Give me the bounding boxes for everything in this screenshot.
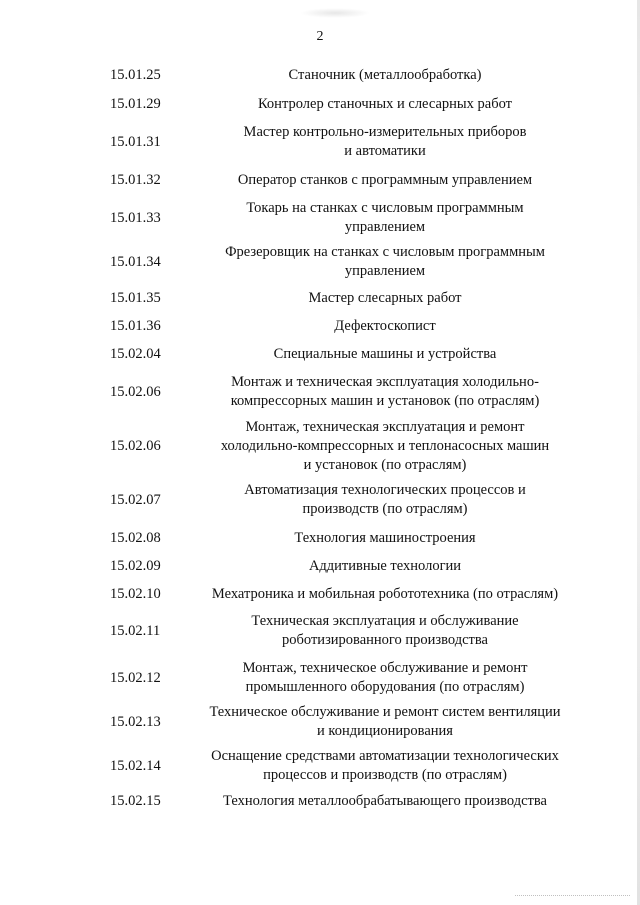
entry-code: 15.02.12 xyxy=(110,669,161,686)
list-item xyxy=(0,317,640,336)
list-item xyxy=(0,95,640,114)
entry-title: Мехатроника и мобильная робототехника (по отраслям) xyxy=(211,585,559,602)
entry-code: 15.02.10 xyxy=(110,585,161,602)
list-item xyxy=(0,66,640,85)
list-item xyxy=(0,481,640,519)
entry-title: Мастер контрольно-измерительных приборов и автоматики xyxy=(243,124,527,159)
list-item xyxy=(0,123,640,161)
entry-code: 15.01.25 xyxy=(110,66,161,83)
entry-title: Автоматизация технологических процессов и производств (по отраслям) xyxy=(244,482,526,517)
list-item xyxy=(0,418,640,475)
entry-title: Специальные машины и устройства xyxy=(273,345,497,362)
entry-title: Станочник (металлообработка) xyxy=(288,66,482,83)
list-item xyxy=(0,557,640,576)
entry-code: 15.01.31 xyxy=(110,133,161,150)
entry-title: Монтаж, техническая эксплуатация и ремонт холодильно-компрессорных и теплонасосных машин и установок (по отраслям) xyxy=(220,418,550,473)
list-item xyxy=(0,289,640,308)
entry-title: Контролер станочных и слесарных работ xyxy=(257,95,512,112)
entry-code: 15.02.14 xyxy=(110,757,161,774)
entry-code: 15.02.07 xyxy=(110,491,161,508)
entry-title: Техническая эксплуатация и обслуживание роботизированного производства xyxy=(251,613,519,648)
entry-title: Технология машиностроения xyxy=(294,529,476,546)
list-item xyxy=(0,345,640,364)
entry-title: Дефектоскопист xyxy=(334,317,436,334)
entry-title: Фрезеровщик на станках с числовым программным управлением xyxy=(225,244,545,279)
list-item xyxy=(0,612,640,650)
scan-mark xyxy=(515,885,630,896)
entry-code: 15.02.06 xyxy=(110,383,161,400)
entry-title: Монтаж, техническое обслуживание и ремонт промышленного оборудования (по отраслям) xyxy=(242,660,528,695)
entry-title: Монтаж и техническая эксплуатация холодильно- компрессорных машин и установок (по отраслям) xyxy=(230,374,540,409)
list-item xyxy=(0,585,640,604)
entry-code: 15.01.32 xyxy=(110,171,161,188)
entry-title: Токарь на станках с числовым программным управлением xyxy=(246,200,524,235)
list-item xyxy=(0,792,640,811)
entry-title: Мастер слесарных работ xyxy=(308,289,462,306)
page-number: 2 xyxy=(316,29,324,44)
entry-code: 15.02.11 xyxy=(110,622,161,639)
list-item xyxy=(0,703,640,741)
list-item xyxy=(0,373,640,411)
entry-code: 15.01.34 xyxy=(110,253,161,270)
entry-title: Оператор станков с программным управлением xyxy=(237,171,533,188)
list-item xyxy=(0,171,640,190)
entry-title: Аддитивные технологии xyxy=(308,557,462,574)
entry-code: 15.02.04 xyxy=(110,345,161,362)
entry-code: 15.01.35 xyxy=(110,289,161,306)
entry-title: Техническое обслуживание и ремонт систем вентиляции и кондиционирования xyxy=(209,704,561,739)
entry-code: 15.01.36 xyxy=(110,317,161,334)
entry-code: 15.02.13 xyxy=(110,713,161,730)
entry-code: 15.02.09 xyxy=(110,557,161,574)
list-item xyxy=(0,199,640,237)
list-item xyxy=(0,659,640,697)
list-item xyxy=(0,529,640,548)
entry-code: 15.02.15 xyxy=(110,792,161,809)
entry-code: 15.01.33 xyxy=(110,209,161,226)
entry-code: 15.02.06 xyxy=(110,437,161,454)
scan-smudge xyxy=(300,8,370,18)
entry-title: Оснащение средствами автоматизации технологических процессов и производств (по отраслям) xyxy=(211,748,559,783)
list-item xyxy=(0,243,640,281)
list-item xyxy=(0,747,640,785)
entry-code: 15.01.29 xyxy=(110,95,161,112)
entry-title: Технология металлообрабатывающего производства xyxy=(223,792,547,809)
entry-code: 15.02.08 xyxy=(110,529,161,546)
